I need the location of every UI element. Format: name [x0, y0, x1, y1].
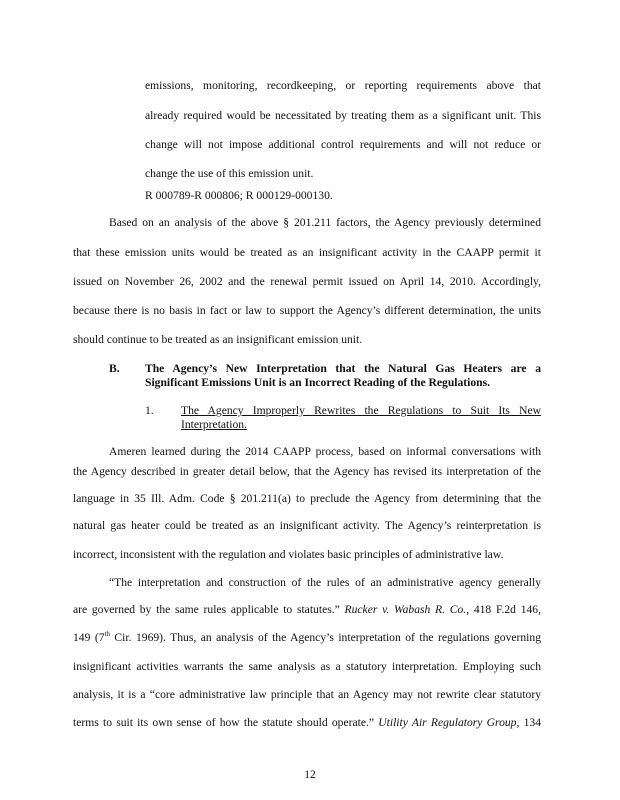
paragraph-line: [73, 603, 541, 617]
block-quote-line: emissions, monitoring, recordkeeping, or reporting requirements above that: [145, 79, 541, 92]
case-name: Rucker v. Wabash R. Co.: [344, 603, 467, 616]
block-quote-line: change will not impose additional control requirements and will not reduce or: [145, 138, 541, 151]
paragraph-line: [73, 716, 541, 730]
section-b-title: Significant Emissions Unit is an Incorrect Reading of the Regulations.: [145, 376, 491, 389]
text-run: , 418 F.2d 146,: [466, 603, 542, 616]
text-run: , 134: [516, 716, 541, 729]
paragraph-line: natural gas heater could be treated as an insignificant activity. The Agency’s reinterpretation is: [73, 519, 541, 532]
paragraph-line: incorrect, inconsistent with the regulation and violates basic principles of administrative law.: [73, 548, 504, 561]
paragraph-line: because there is no basis in fact or law to support the Agency’s different determination, the units: [73, 304, 541, 317]
paragraph-line: issued on November 26, 2002 and the renewal permit issued on April 14, 2010. Accordingly,: [73, 275, 541, 288]
paragraph-line: [73, 631, 541, 645]
page-number: 12: [304, 768, 316, 781]
paragraph-line: Based on an analysis of the above § 201.211 factors, the Agency previously determined: [109, 216, 541, 229]
record-citation: R 000789-R 000806; R 000129-000130.: [145, 189, 333, 202]
block-quote-line: change the use of this emission unit.: [145, 167, 314, 180]
paragraph-line: insignificant activities warrants the same analysis as a statutory interpretation. Employing such: [73, 660, 541, 673]
paragraph-line: should continue to be treated as an insignificant emission unit.: [73, 333, 363, 346]
paragraph-line: language in 35 Ill. Adm. Code § 201.211(a) to preclude the Agency from determining that the: [73, 492, 541, 505]
text-run: terms to suit its own sense of how the statute should operate.”: [73, 716, 375, 729]
text-run: Cir. 1969). Thus, an analysis of the Agency’s interpretation of the regulations governing: [109, 631, 541, 644]
paragraph-line: analysis, it is a “core administrative law principle that an Agency may not rewrite clear statutory: [73, 688, 541, 701]
paragraph-line: Ameren learned during the 2014 CAAPP process, based on informal conversations with: [109, 445, 541, 458]
paragraph-line: the Agency described in greater detail below, that the Agency has revised its interpretation of the: [73, 465, 541, 478]
subsection-1-label: 1.: [145, 404, 154, 417]
paragraph-line: “The interpretation and construction of the rules of an administrative agency generally: [109, 576, 541, 589]
section-b-label: B.: [109, 362, 120, 375]
superscript: th: [104, 630, 110, 639]
text-run: are governed by the same rules applicable to statutes.”: [73, 603, 340, 616]
paragraph-line: that these emission units would be treated as an insignificant activity in the CAAPP permit it: [73, 246, 541, 259]
subsection-1-title: Interpretation.: [181, 418, 247, 431]
case-name: Utility Air Regulatory Group: [378, 716, 517, 729]
section-b-title: The Agency’s New Interpretation that the Natural Gas Heaters are a: [145, 362, 541, 375]
text-run: 149 (7: [73, 631, 105, 644]
block-quote-line: already required would be necessitated by treating them as a significant unit. This: [145, 109, 541, 122]
subsection-1-title: The Agency Improperly Rewrites the Regulations to Suit Its New: [181, 404, 541, 417]
